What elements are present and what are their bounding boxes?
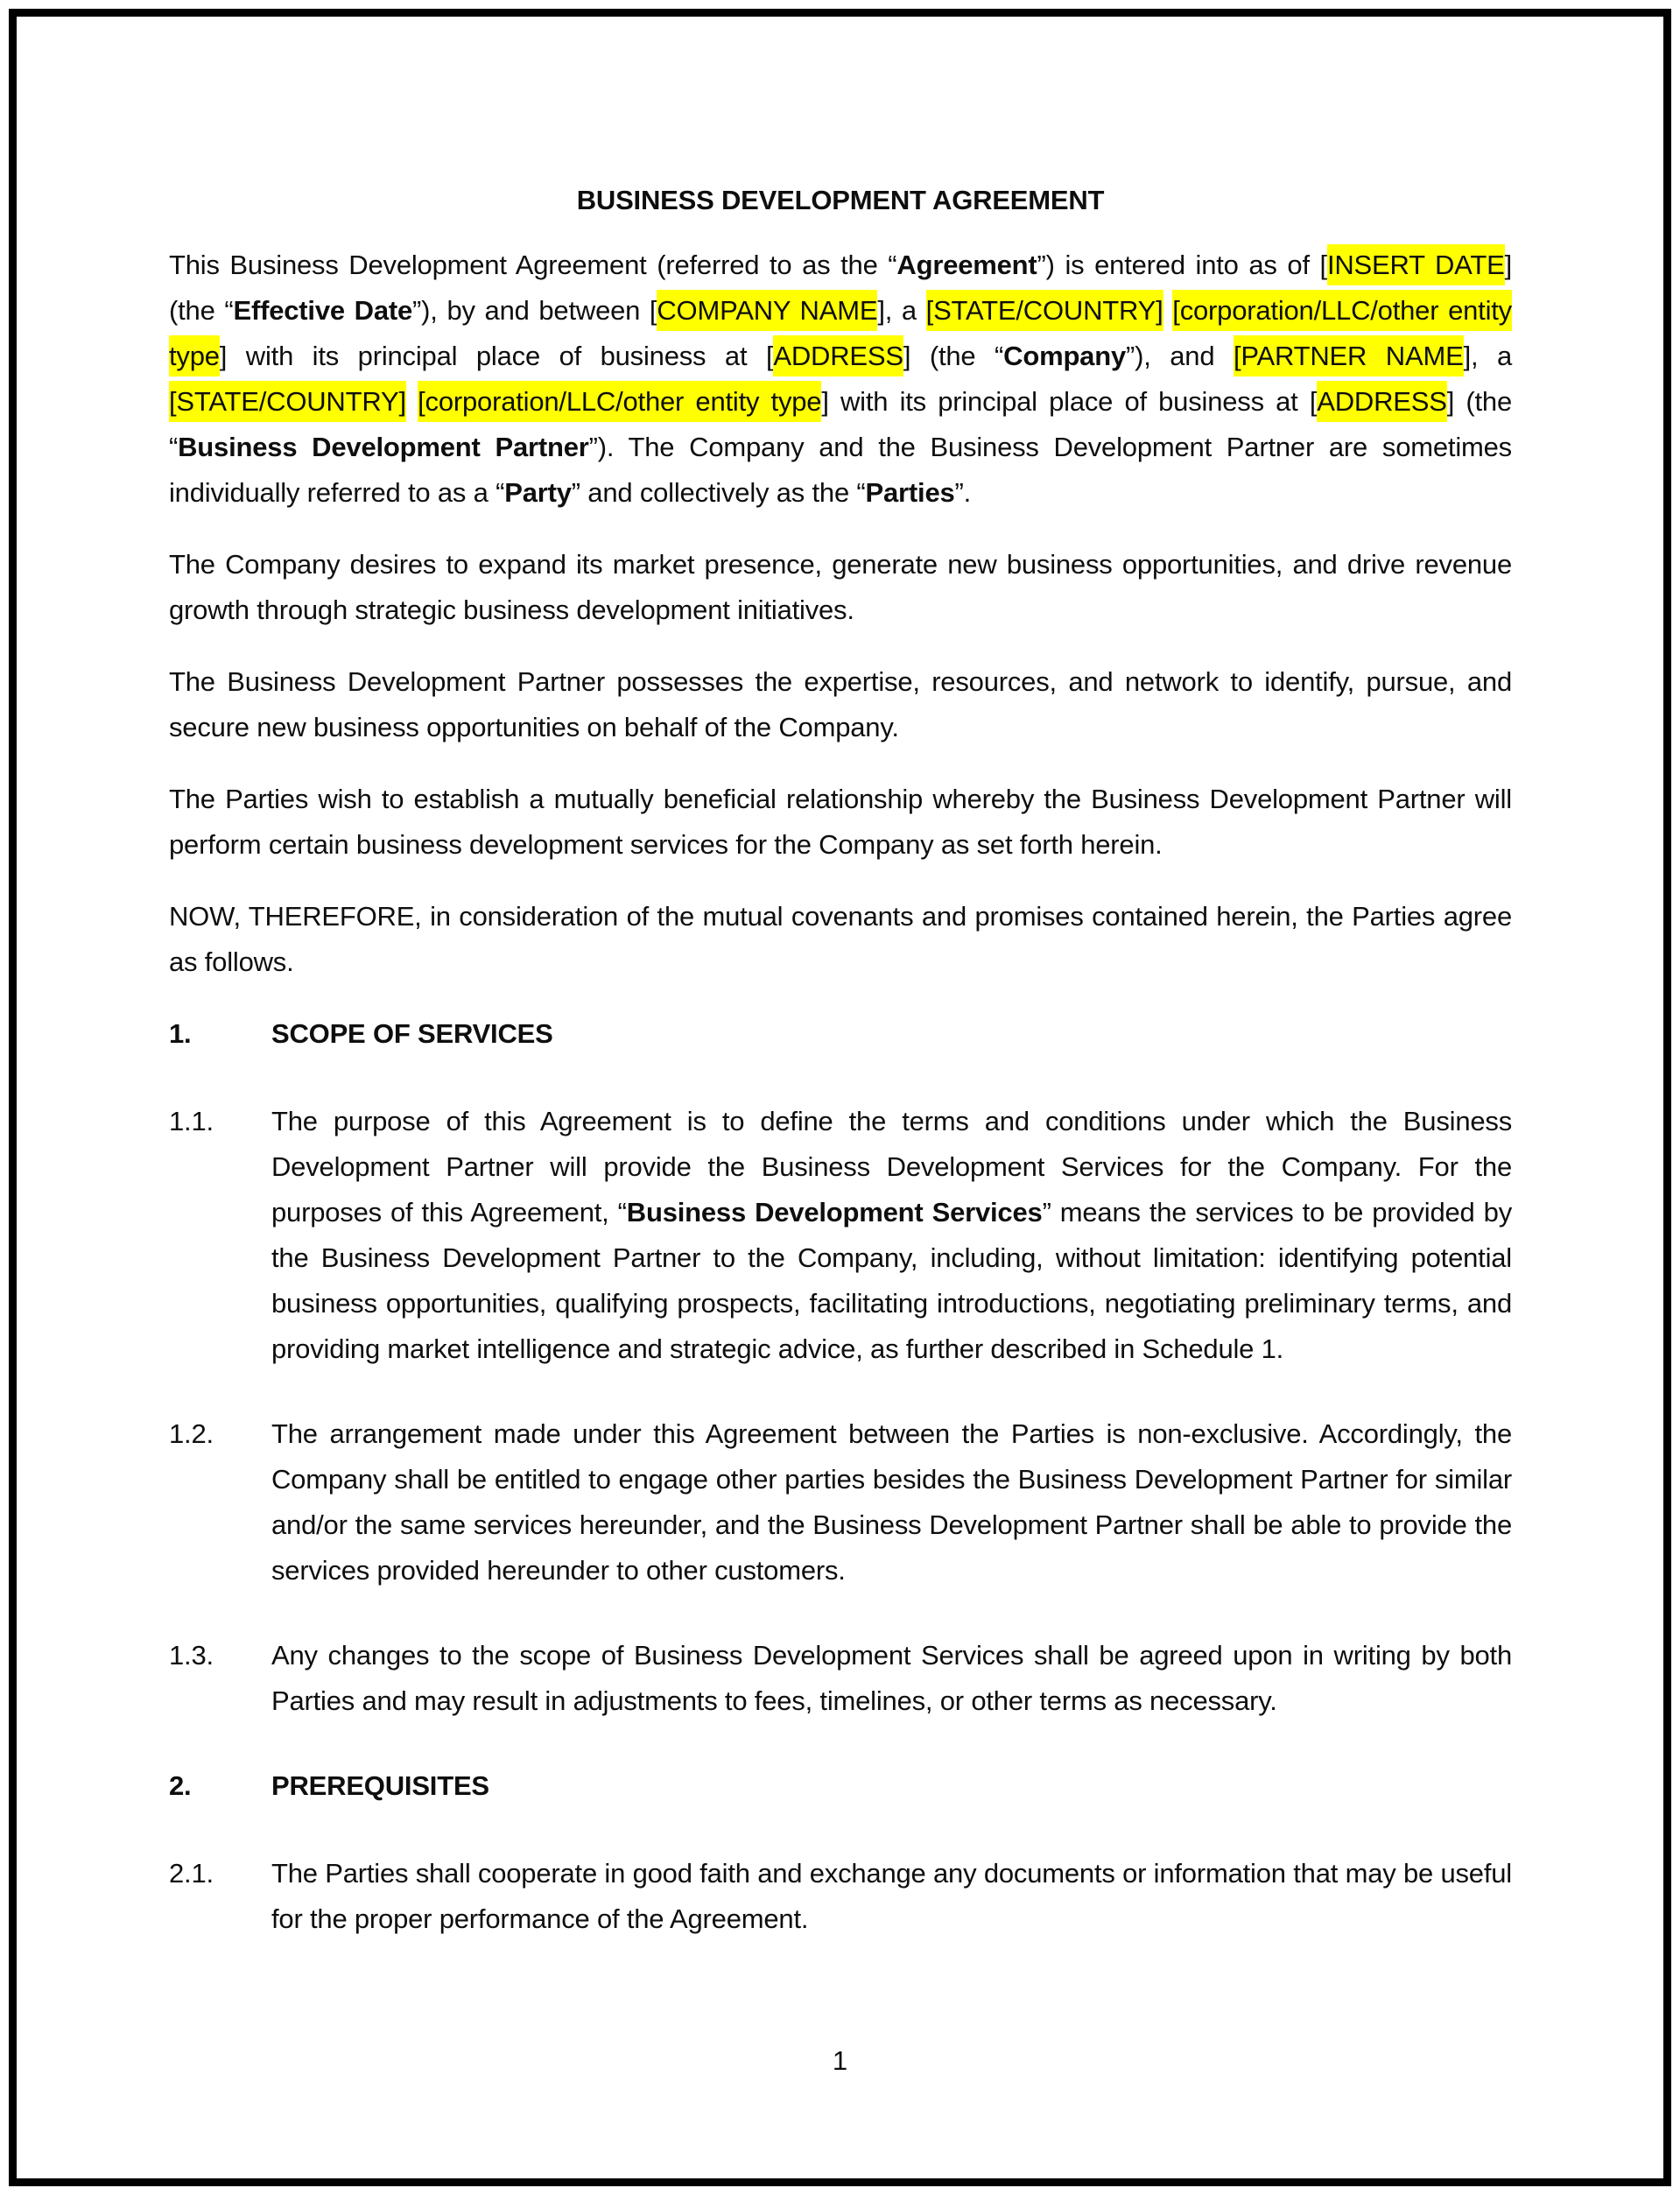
text-run: ], a	[1463, 341, 1513, 371]
defined-term: Business Development Partner	[178, 432, 589, 462]
numbered-sections	[169, 1011, 1512, 1942]
intro-paragraph	[169, 243, 1512, 516]
text-run: ] (the “	[169, 386, 1512, 462]
intro-paragraph	[169, 542, 1512, 633]
defined-term: Party	[504, 477, 572, 508]
placeholder-highlight: [PARTNER NAME	[1234, 335, 1464, 376]
text-run: This Business Development Agreement (referred to as the “	[169, 250, 897, 280]
paragraph-number: 1.2.	[169, 1418, 214, 1449]
paragraph-body	[271, 1411, 1512, 1593]
intro-paragraphs	[169, 243, 1512, 985]
text-run: ”), and	[1126, 341, 1234, 371]
placeholder-highlight: ADDRESS	[773, 335, 903, 376]
text-run: ” means the services to be provided by the Business Development Partner to the Company, including, without limitation: identifying potential business opportunities, qualifying prospects, facilitating introductions, negotiating preliminary terms, and providing market intelligence and strategic advice, as further described in Schedule 1.	[271, 1197, 1512, 1364]
text-run: ], a	[877, 295, 926, 326]
section-heading	[169, 1763, 1512, 1809]
paragraph-body	[271, 1851, 1512, 1942]
text-run: ” and collectively as the “	[571, 477, 866, 508]
numbered-paragraph	[169, 1099, 1512, 1372]
text-run: The Business Development Partner possesses the expertise, resources, and network to identify, pursue, and secure new business opportunities on behalf of the Company.	[169, 666, 1512, 742]
text-run: Any changes to the scope of Business Development Services shall be agreed upon in writing by both Parties and may result in adjustments to fees, timelines, or other terms as necessary.	[271, 1640, 1512, 1716]
document-content	[169, 178, 1512, 1981]
text-run: The Company desires to expand its market presence, generate new business opportunities, and drive revenue growth through strategic business development initiatives.	[169, 549, 1512, 625]
placeholder-highlight: [corporation/LLC/other entity type	[418, 381, 821, 422]
section-number: 2.	[169, 1770, 192, 1801]
defined-term: Company	[1003, 341, 1126, 371]
section-title: PREREQUISITES	[271, 1770, 489, 1801]
section-title: SCOPE OF SERVICES	[271, 1018, 553, 1049]
paragraph-number: 2.1.	[169, 1858, 214, 1889]
section-number: 1.	[169, 1018, 192, 1049]
paragraph-body	[271, 1099, 1512, 1372]
numbered-paragraph	[169, 1851, 1512, 1942]
numbered-paragraph	[169, 1633, 1512, 1724]
text-run: The Parties wish to establish a mutually beneficial relationship whereby the Business Development Partner will perform certain business development services for the Company as set forth herein.	[169, 784, 1512, 860]
placeholder-highlight: [STATE/COUNTRY]	[926, 290, 1163, 331]
text-run: ”), by and between [	[412, 295, 657, 326]
numbered-paragraph	[169, 1411, 1512, 1593]
paragraph-body	[271, 1633, 1512, 1724]
intro-paragraph	[169, 777, 1512, 868]
section-heading	[169, 1011, 1512, 1057]
paragraph-number: 1.3.	[169, 1640, 214, 1671]
placeholder-highlight: [corporation/LLC/other entity type	[169, 290, 1512, 376]
document-title: BUSINESS DEVELOPMENT AGREEMENT	[576, 185, 1105, 215]
defined-term: Parties	[865, 477, 955, 508]
text-run: The arrangement made under this Agreement between the Parties is non-exclusive. Accordingly, the Company shall be entitled to engage other parties besides the Business Development Partner for similar and/or the same services hereunder, and the Business Development Partner shall be able to provide the services provided hereunder to other customers.	[271, 1418, 1512, 1586]
text-run: ”). The Company and the Business Development Partner are sometimes individually referred to as a “	[169, 432, 1512, 508]
text-run: The Parties shall cooperate in good faith and exchange any documents or information that may be useful for the proper performance of the Agreement.	[271, 1858, 1512, 1934]
text-run: The purpose of this Agreement is to define the terms and conditions under which the Business Development Partner will provide the Business Development Services for the Company. For the purposes of this Agreement, “	[271, 1106, 1512, 1228]
text-run: ] (the “	[169, 250, 1512, 326]
paragraph-number: 1.1.	[169, 1106, 214, 1136]
text-run: ] (the “	[903, 341, 1004, 371]
text-run: ] with its principal place of business at [	[219, 341, 774, 371]
text-run	[1163, 295, 1173, 326]
intro-paragraph	[169, 659, 1512, 750]
defined-term: Business Development Services	[626, 1197, 1043, 1228]
intro-paragraph	[169, 894, 1512, 985]
page-number: 1	[832, 2045, 848, 2076]
text-run	[406, 386, 418, 417]
defined-term: Agreement	[896, 250, 1037, 280]
text-run: NOW, THEREFORE, in consideration of the mutual covenants and promises contained herein, the Parties agree as follows.	[169, 901, 1512, 977]
placeholder-highlight: ADDRESS	[1317, 381, 1446, 422]
placeholder-highlight: [STATE/COUNTRY]	[169, 381, 406, 422]
placeholder-highlight: COMPANY NAME	[657, 290, 877, 331]
text-run: ”.	[954, 477, 972, 508]
text-run: ”) is entered into as of [	[1037, 250, 1327, 280]
placeholder-highlight: INSERT DATE	[1327, 244, 1505, 285]
text-run: ] with its principal place of business at [	[821, 386, 1318, 417]
defined-term: Effective Date	[233, 295, 413, 326]
